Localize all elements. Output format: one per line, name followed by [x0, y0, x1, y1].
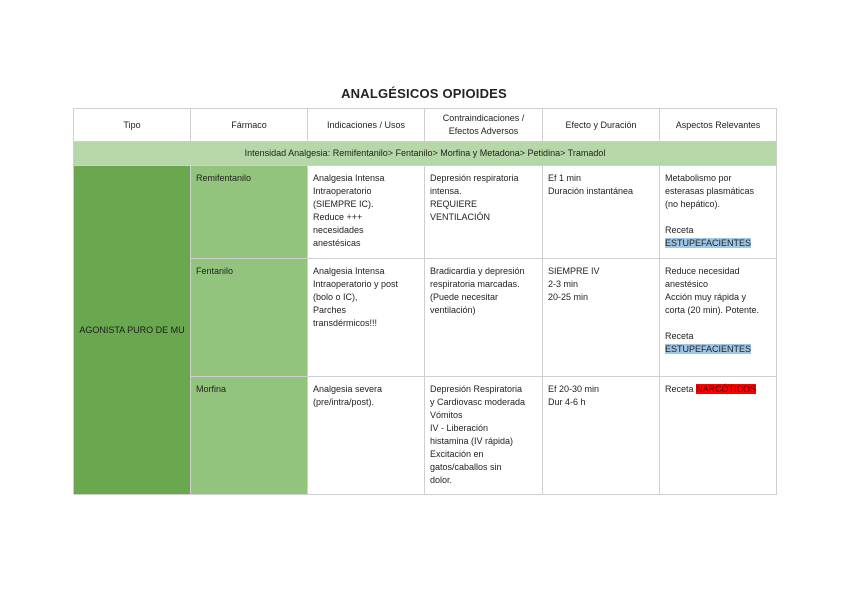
text-line: Metabolismo por [665, 173, 732, 183]
farmaco-cell: Morfina [191, 377, 308, 495]
text-line: REQUIERE [430, 199, 478, 209]
farmaco-cell: Remifentanilo [191, 166, 308, 259]
contraindicaciones-cell [425, 377, 543, 495]
document-title: ANALGÉSICOS OPIOIDES [341, 86, 507, 101]
indicaciones-cell [308, 259, 425, 377]
text-line: gatos/caballos sin [430, 462, 502, 472]
contraindicaciones-cell [425, 259, 543, 377]
receta-tag: ESTUPEFACIENTES [665, 344, 752, 354]
header-contraindicaciones: Contraindicaciones / Efectos Adversos [425, 109, 543, 142]
header-farmaco: Fármaco [191, 109, 308, 142]
text-line: necesidades [313, 225, 364, 235]
header-aspectos: Aspectos Relevantes [660, 109, 777, 142]
aspectos-cell [660, 166, 777, 259]
text-line: Intraoperatorio [313, 186, 372, 196]
text-line: intensa. [430, 186, 462, 196]
text-line: Dur 4-6 h [548, 397, 586, 407]
text-line: esterasas plasmáticas [665, 186, 755, 196]
text-line: Analgesia severa [313, 384, 383, 394]
intensity-band: Intensidad Analgesia: Remifentanilo> Fentanilo> Morfina y Metadona> Petidina> Tramadol [74, 142, 777, 166]
text-line: (SIEMPRE IC). [313, 199, 374, 209]
text-line: dolor. [430, 475, 453, 485]
tipo-cell: AGONISTA PURO DE MU [74, 166, 191, 495]
text-line: Vómitos [430, 410, 463, 420]
aspectos-cell [660, 377, 777, 495]
text-line [665, 317, 771, 330]
text-line: Duración instantánea [548, 186, 634, 196]
opioids-table [73, 108, 777, 495]
farmaco-cell: Fentanilo [191, 259, 308, 377]
text-line: histamina (IV rápida) [430, 436, 514, 446]
receta-label: Receta [665, 384, 694, 394]
intensity-band-row [74, 142, 777, 166]
text-line: anestésicas [313, 238, 361, 248]
text-line: Bradicardia y depresión [430, 266, 525, 276]
text-line: anestésico [665, 279, 709, 289]
receta-tag: ESTUPEFACIENTES [665, 238, 752, 248]
contraindicaciones-cell [425, 166, 543, 259]
text-line: Analgesia Intensa [313, 266, 385, 276]
text-line: Depresión respiratoria [430, 173, 519, 183]
text-line: Excitación en [430, 449, 484, 459]
text-line: Parches [313, 305, 347, 315]
text-line: Reduce necesidad [665, 266, 740, 276]
text-line: 2-3 min [548, 279, 579, 289]
header-tipo: Tipo [74, 109, 191, 142]
header-row [74, 109, 777, 142]
efecto-cell [543, 259, 660, 377]
efecto-cell [543, 377, 660, 495]
text-line: (no hepático). [665, 199, 721, 209]
text-line: corta (20 min). Potente. [665, 305, 760, 315]
text-line [665, 211, 771, 224]
receta-label: Receta [665, 225, 694, 235]
text-line: Acción muy rápida y [665, 292, 747, 302]
header-efecto: Efecto y Duración [543, 109, 660, 142]
text-line: ventilación) [430, 305, 476, 315]
text-line: 20-25 min [548, 292, 589, 302]
text-line: IV - Liberación [430, 423, 489, 433]
text-line: Intraoperatorio y post [313, 279, 399, 289]
text-line: y Cardiovasc moderada [430, 397, 526, 407]
table-row [74, 166, 777, 259]
text-line: respiratoria marcadas. [430, 279, 520, 289]
receta-label: Receta [665, 331, 694, 341]
text-line: Reduce +++ [313, 212, 363, 222]
aspectos-cell [660, 259, 777, 377]
efecto-cell [543, 166, 660, 259]
text-line: transdérmicos!!! [313, 318, 378, 328]
text-line: (Puede necesitar [430, 292, 499, 302]
indicaciones-cell [308, 377, 425, 495]
text-line: Analgesia Intensa [313, 173, 385, 183]
text-line: SIEMPRE IV [548, 266, 600, 276]
text-line: VENTILACIÓN [430, 212, 491, 222]
indicaciones-cell [308, 166, 425, 259]
text-line: (bolo o IC), [313, 292, 358, 302]
header-indicaciones: Indicaciones / Usos [308, 109, 425, 142]
text-line: Ef 20-30 min [548, 384, 600, 394]
text-line: Ef 1 min [548, 173, 582, 183]
text-line: Depresión Respiratoria [430, 384, 523, 394]
text-line: (pre/intra/post). [313, 397, 375, 407]
receta-tag: NARCÓTICOS [696, 384, 757, 394]
